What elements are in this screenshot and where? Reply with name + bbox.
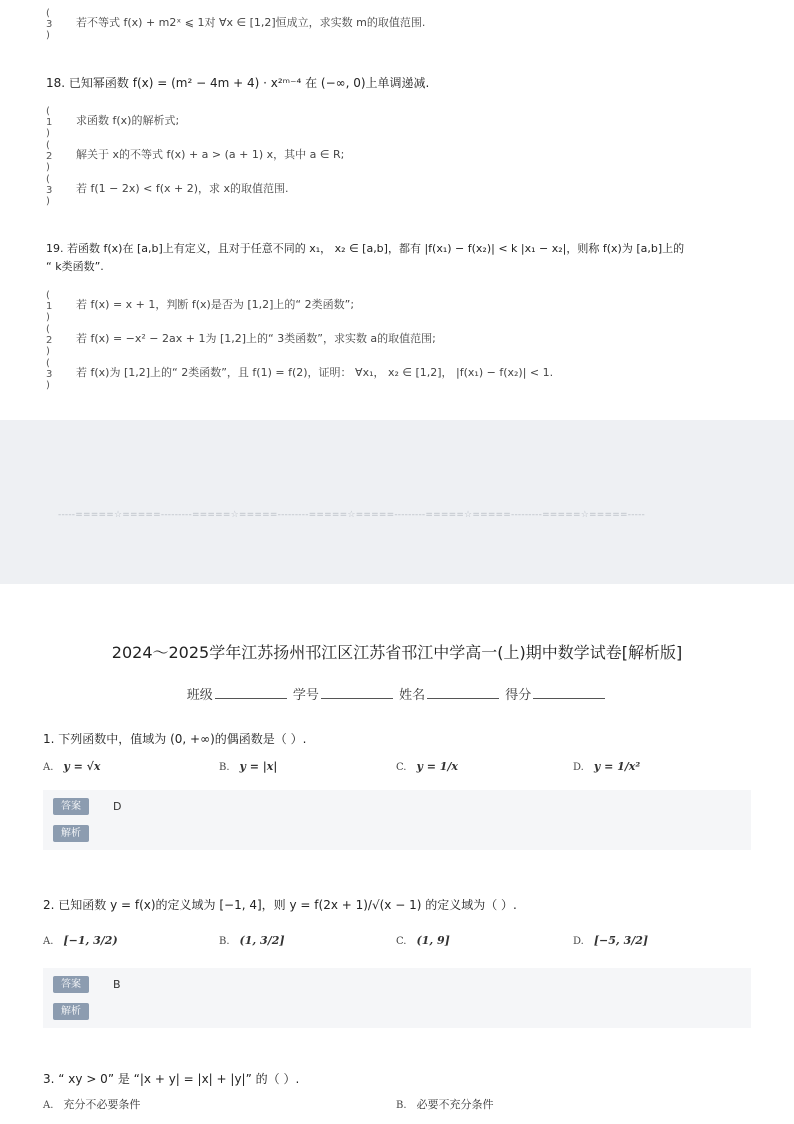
- exam-page: [0, 584, 794, 1124]
- analysis-tag[interactable]: 解析: [53, 1003, 89, 1020]
- class-label: 班级: [186, 688, 213, 703]
- part-text: 求函数 f(x)的解析式;: [76, 114, 180, 127]
- q19-stem-line-1: 19. 若函数 f(x)在 [a,b]上有定义，且对于任意不同的 x₁， x₂ ∈ [a,b]，都有 |f(x₁) − f(x₂)| < k |x₁ − x₂|，则称 f(x)为 [a,b]上的: [46, 242, 685, 255]
- part-text: 若不等式 f(x) + m2ˣ ⩽ 1对 ∀x ∈ [1,2]恒成立，求实数 m的取值范围.: [76, 16, 426, 29]
- answer-tag[interactable]: 答案: [53, 976, 89, 993]
- option-text: y = √x: [63, 760, 101, 773]
- page-separator: [0, 420, 794, 584]
- option-text: y = |x|: [239, 760, 278, 773]
- option-label: A.: [43, 762, 54, 773]
- option-text: 充分不必要条件: [63, 1098, 141, 1111]
- option-label: C.: [396, 762, 407, 773]
- option-text: (1, 3/2]: [239, 934, 285, 947]
- q2-option-c[interactable]: [396, 934, 450, 947]
- score-blank: [533, 687, 605, 699]
- part-index: ( 3 ): [46, 8, 53, 41]
- part-index: ( 1 ): [46, 290, 53, 323]
- q3-option-a[interactable]: [43, 1096, 140, 1112]
- student-info-fields: [0, 684, 794, 703]
- part-index: ( 2 ): [46, 324, 53, 357]
- answer-value: D: [113, 800, 122, 813]
- option-text: [−5, 3/2]: [593, 934, 649, 947]
- exam-title: 2024～2025学年江苏扬州邗江区江苏省邗江中学高一(上)期中数学试卷[解析版]: [111, 643, 683, 662]
- score-label: 得分: [505, 688, 532, 703]
- q1-option-b[interactable]: [219, 760, 277, 773]
- separator-line: -----=====☆=====---------=====☆=====---------=====☆=====---------=====☆=====---------=====☆=====-----: [58, 510, 645, 520]
- part-index: ( 3 ): [46, 358, 53, 391]
- q2-option-d[interactable]: [573, 934, 648, 947]
- analysis-tag[interactable]: 解析: [53, 825, 89, 842]
- q1-stem: 1. 下列函数中，值域为 (0, +∞)的偶函数是（ ）.: [43, 732, 307, 746]
- q2-answer-box: [43, 968, 751, 1028]
- part-index: ( 3 ): [46, 174, 53, 207]
- option-text: [−1, 3/2): [63, 934, 118, 947]
- part-text: 若 f(x) = x + 1，判断 f(x)是否为 [1,2]上的“ 2类函数”;: [76, 298, 355, 311]
- part-text: 若 f(x)为 [1,2]上的“ 2类函数”，且 f(1) = f(2)，证明： ∀x₁， x₂ ∈ [1,2]， |f(x₁) − f(x₂)| < 1.: [76, 366, 554, 379]
- q2-option-b[interactable]: [219, 934, 285, 947]
- class-blank: [215, 687, 287, 699]
- part-text: 若 f(x) = −x² − 2ax + 1为 [1,2]上的“ 3类函数”，求实数 a的取值范围;: [76, 332, 436, 345]
- previous-page-section: [0, 0, 794, 420]
- student-id-label: 学号: [292, 688, 319, 703]
- option-text: 必要不充分条件: [416, 1098, 494, 1111]
- name-label: 姓名: [399, 688, 426, 703]
- q3-stem: 3. “ xy > 0” 是 “|x + y| = |x| + |y|” 的（ ）.: [43, 1072, 300, 1086]
- q1-answer-box: [43, 790, 751, 850]
- option-label: D.: [573, 762, 584, 773]
- answer-tag[interactable]: 答案: [53, 798, 89, 815]
- q2-stem: 2. 已知函数 y = f(x)的定义域为 [−1, 4]，则 y = f(2x + 1)/√(x − 1) 的定义域为（ ）.: [43, 898, 517, 912]
- q1-option-d[interactable]: [573, 760, 640, 773]
- q18-stem: 18. 已知幂函数 f(x) = (m² − 4m + 4) · x²ᵐ⁻⁴ 在 (−∞, 0)上单调递减.: [46, 76, 430, 90]
- q3-option-b[interactable]: [396, 1096, 494, 1112]
- option-label: A.: [43, 1100, 54, 1111]
- part-index: ( 2 ): [46, 140, 53, 173]
- option-text: y = 1/x²: [593, 760, 641, 773]
- part-text: 若 f(1 − 2x) < f(x + 2)，求 x的取值范围.: [76, 182, 289, 195]
- option-text: y = 1/x: [416, 760, 458, 773]
- q19-stem-line-2: “ k类函数”.: [46, 260, 104, 273]
- option-label: A.: [43, 936, 54, 947]
- option-text: (1, 9]: [416, 934, 450, 947]
- q1-option-c[interactable]: [396, 760, 458, 773]
- option-label: B.: [396, 1100, 407, 1111]
- answer-value: B: [113, 978, 121, 991]
- q2-option-a[interactable]: [43, 934, 118, 947]
- option-label: D.: [573, 936, 584, 947]
- student-id-blank: [321, 687, 393, 699]
- q1-option-a[interactable]: [43, 760, 100, 773]
- part-text: 解关于 x的不等式 f(x) + a > (a + 1) x，其中 a ∈ R;: [76, 148, 345, 161]
- name-blank: [427, 687, 499, 699]
- part-index: ( 1 ): [46, 106, 53, 139]
- option-label: B.: [219, 936, 230, 947]
- option-label: B.: [219, 762, 230, 773]
- option-label: C.: [396, 936, 407, 947]
